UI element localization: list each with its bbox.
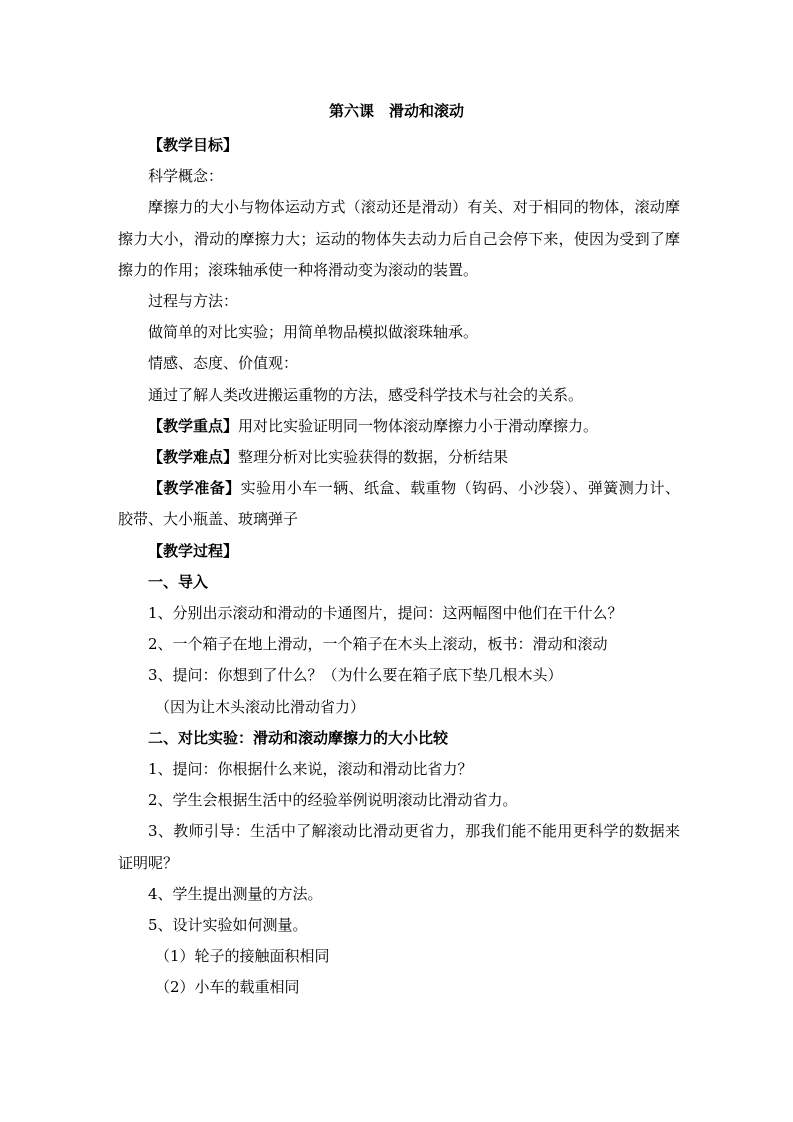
preparation-paragraph: [118, 473, 680, 535]
process-method-label: 过程与方法：: [148, 292, 239, 311]
preparation-label: 【教学准备】: [148, 479, 241, 498]
difficulty-paragraph: [118, 442, 680, 473]
preparation-text: 实验用小车一辆、纸盒、载重物（钩码、小沙袋）、弹簧测力计、胶带、大小瓶盖、玻璃弹子: [118, 479, 680, 529]
difficulty-label: 【教学难点】: [148, 448, 239, 467]
process-method-text: 做简单的对比实验；用简单物品模拟做滚珠轴承。: [148, 323, 479, 342]
section2-item-1: 1、提问：你根据什么来说，滚动和滑动比省力？: [148, 760, 473, 779]
concept-label: 科学概念：: [148, 167, 224, 186]
difficulty-text: 整理分析对比实验获得的数据，分析结果: [238, 448, 509, 467]
section2-item-5: 5、设计实验如何测量。: [148, 916, 308, 935]
section1-item-2: 2、一个箱子在地上滑动，一个箱子在木头上滚动，板书：滑动和滚动: [148, 635, 608, 654]
section2-title: 二、对比实验：滑动和滚动摩擦力的大小比较: [148, 728, 449, 747]
page-title: 第六课 滑动和滚动: [328, 102, 464, 120]
section1-item-3: 3、提问：你想到了什么？（为什么要在箱子底下垫几根木头）: [148, 666, 563, 685]
section1-item-4: （因为让木头滚动比滑动省力）: [155, 697, 366, 716]
concept-text: 摩擦力的大小与物体运动方式（滚动还是滑动）有关、对于相同的物体，滚动摩擦力大小，滑动的摩擦力大；运动的物体失去动力后自己会停下来，使因为受到了摩擦力的作用；滚珠轴承使一种将滑动变为滚动的装置。: [118, 198, 680, 279]
key-point-text: 用对比实验证明同一物体滚动摩擦力小于滑动摩擦力。: [238, 416, 599, 435]
section2-item-7: （2）小车的载重相同: [155, 978, 300, 997]
emotion-label: 情感、态度、价值观：: [148, 354, 299, 373]
emotion-text: 通过了解人类改进搬运重物的方法，感受科学技术与社会的关系。: [148, 385, 584, 404]
key-point-paragraph: [118, 411, 680, 442]
section2-item-6: （1）轮子的接触面积相同: [155, 947, 330, 966]
document-body: [118, 130, 680, 1004]
process-heading: 【教学过程】: [148, 541, 239, 560]
section1-title: 一、导入: [148, 572, 209, 591]
key-point-label: 【教学重点】: [148, 416, 239, 435]
objectives-heading: 【教学目标】: [148, 136, 239, 154]
section2-item-4: 4、学生提出测量的方法。: [148, 884, 323, 903]
section1-item-1: 1、分别出示滚动和滑动的卡通图片，提问：这两幅图中他们在干什么？: [148, 604, 623, 623]
section2-item-2: 2、学生会根据生活中的经验举例说明滚动比滑动省力。: [148, 791, 518, 810]
section2-item-3: 3、教师引导：生活中了解滚动比滑动更省力，那我们能不能用更科学的数据来证明呢？: [118, 822, 680, 872]
